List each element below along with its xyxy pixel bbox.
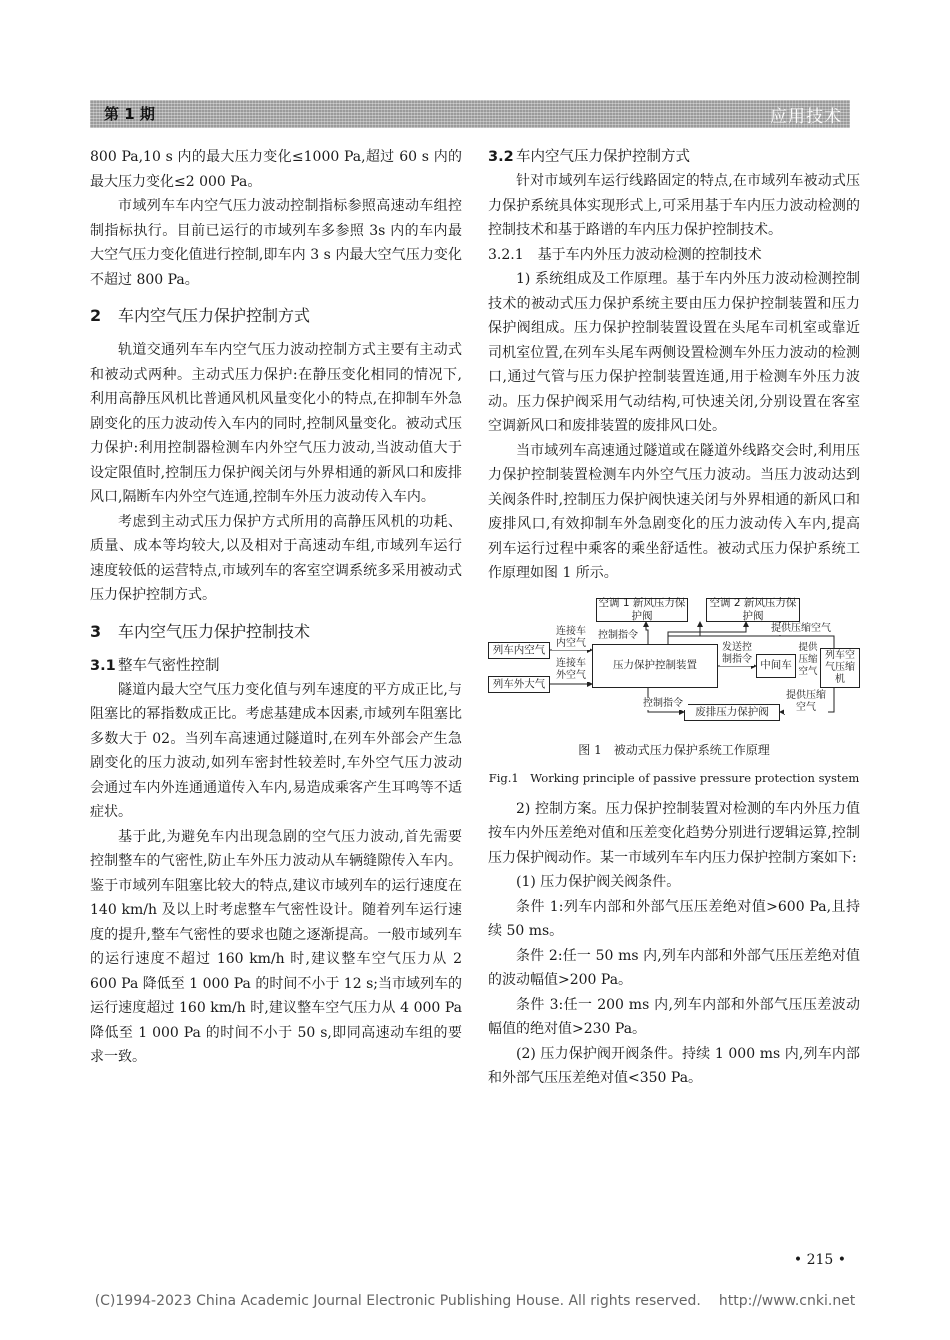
ac1-valve-box: 空调 1 新风压力保护阀 [596,598,688,622]
page-number: • 215 • [793,1252,846,1268]
paragraph: 条件 2:任一 50 ms 内,列车内部和外部气压压差绝对值的波动幅值>200 Pa。 [488,947,860,988]
footer [0,1293,950,1309]
paragraph: (2) 压力保护阀开阀条件。持续 1 000 ms 内,列车内部和外部气压压差绝对值<350 Pa。 [488,1045,860,1086]
subsection-number: 3.1 [90,657,116,674]
paragraph: 条件 1:列车内部和外部气压压差绝对值>600 Pa,且持续 50 ms。 [488,898,860,939]
paragraph: 基于此,为避免车内出现急剧的空气压力波动,首先需要控制整车的气密性,防止车外压力波动从车辆缝隙传入车内。鉴于市域列车阻塞比较大的特点,建议市域列车的运行速度在 140 km/h 及以上时考虑整车气密性设计。随着列车运行速度的提升,整车气密性的要求也随之逐渐提高。一般市域列车的运行速度不超过 160 km/h 时,建议整车空气压力从 2 600 Pa 降低至 1 000 Pa 的时间不小于 12 s;当市域列车的运行速度超过 160 km/h 时,建议整车空气压力从 4 000 Pa 降低至 1 000 Pa 的时间不小于 50 s,即同高速动车组的要求一致。 [90,828,462,1065]
label-connect-outside: 连接车外空气 [552,658,590,682]
copyright-text: (C)1994-2023 China Academic Journal Electronic Publishing House. All rights reserved. [94,1293,701,1309]
left-column [90,145,462,1070]
section-number: 2 [90,306,102,325]
subsection-title: 车内空气压力保护控制方式 [516,149,690,165]
paragraph: (1) 压力保护阀关阀条件。 [516,874,681,890]
inside-air-box: 列车内空气 [488,642,550,659]
paragraph: 800 Pa,10 s 内的最大压力变化≤1000 Pa,超过 60 s 内的最大压力变化≤2 000 Pa。 [90,149,462,190]
label-connect-inside: 连接车内空气 [552,626,590,650]
paragraph: 针对市域列车运行线路固定的特点,在市域列车被动式压力保护系统具体实现形式上,可采用基于车内压力波动检测的控制技术和基于路谱的车内压力保护控制技术。 [488,173,860,238]
paragraph: 轨道交通列车车内空气压力波动控制方式主要有主动式和被动式两种。主动式压力保护:在静压变化相同的情况下,利用高静压风机比普通风机风量变化小的特点,在抑制车外急剧变化的压力波动传入车内的同时,控制风量变化。被动式压力保护:利用控制器检测车内外空气压力波动,当波动值大于设定限值时,控制压力保护阀关闭与外界相通的新风口和废排风口,隔断车内外空气连通,控制车外压力波动传入车内。 [90,342,462,505]
footer-url[interactable]: http://www.cnki.net [718,1293,856,1309]
label-supply-bottom: 提供压缩空气 [786,689,826,713]
label-supply-mid: 提供压缩空气 [796,642,820,678]
right-column [488,145,860,1091]
label-control-bottom: 控制指令 [638,698,688,710]
middle-car-box: 中间车 [756,654,796,678]
paragraph: 考虑到主动式压力保护方式所用的高静压风机的功耗、质量、成本等均较大,以及相对于高速动车组,市域列车运行速度较低的运营特点,市域列车的客室空调系统多采用被动式压力保护控制方式。 [90,513,462,603]
paragraph: 市域列车车内空气压力波动控制指标参照高速动车组控制指标执行。目前已运行的市域列车多参照 3s 内的车内最大空气压力变化值进行控制,即车内 3 s 内最大空气压力变化不超过 800 Pa。 [90,198,462,288]
paragraph: 2) 控制方案。压力保护控制装置对检测的车内外压力值按车内外压差绝对值和压差变化趋势分别进行逻辑运算,控制压力保护阀动作。某一市域列车车内压力保护控制方案如下: [488,800,860,866]
section-label: 应用技术 [770,107,842,127]
paragraph: 条件 3:任一 200 ms 内,列车内部和外部气压压差波动幅值的绝对值>230 Pa。 [488,996,860,1037]
paragraph: 当市域列车高速通过隧道或在隧道外线路交会时,利用压力保护控制装置检测车内外空气压力波动。当压力波动达到关阀条件时,控制压力保护阀快速关闭与外界相通的新风口和废排风口,有效抑制车外急剧变化的压力波动传入车内,提高列车运行过程中乘客的乘坐舒适性。被动式压力保护系统工作原理如图 1 所示。 [488,442,860,581]
figure-caption-cn: 图 1 被动式压力保护系统工作原理 [578,742,770,757]
figure-1-diagram [488,592,860,732]
compressor-box: 列车空气压缩机 [820,648,860,688]
subsubsection-heading: 3.2.1 基于车内外压力波动检测的控制技术 [488,246,762,263]
ac2-valve-box: 空调 2 新风压力保护阀 [706,598,800,622]
subsection-number: 3.2 [488,149,514,165]
label-supply-top: 提供压缩空气 [760,623,842,635]
section-title: 车内空气压力保护控制技术 [118,621,311,641]
section-heading [90,302,462,330]
exhaust-valve-box: 废排压力保护阀 [684,704,780,721]
issue-label: 第 1 期 [104,105,155,123]
paragraph: 隧道内最大空气压力变化值与列车速度的平方成正比,与阻塞比的幂指数成正比。考虑基建成本因素,市域列车阻塞比多数大于 02。当列车高速通过隧道时,在列车外部会产生急剧变化的压力波动,如列车密封性较差时,车外空气压力波动会通过车内外连通通道传入车内,易造成乘客产生耳鸣等不适症状。 [90,681,462,820]
figure-caption-en: Fig.1 Working principle of passive pressure protection system [488,771,860,785]
section-number: 3 [90,621,102,641]
paragraph: 1) 系统组成及工作原理。基于车内外压力波动检测控制技术的被动式压力保护系统主要由压力保护控制装置和压力保护阀组成。压力保护控制装置设置在头尾车司机室或靠近司机室位置,在列车头尾车两侧设置检测车外压力波动的检测口,通过气管与压力保护控制装置连通,用于检测车外压力波动。压力保护阀采用气动结构,可快速关闭,分别设置在客室空调新风口和废排装置的废排风口处。 [488,271,860,434]
controller-box: 压力保护控制装置 [592,644,718,688]
label-send-control: 发送控制指令 [722,641,752,665]
subsection-title: 整车气密性控制 [118,657,220,674]
header-band [90,100,850,128]
section-heading [90,618,462,646]
label-control-top: 控制指令 [592,630,644,642]
subsection-heading [90,654,462,678]
outside-air-box: 列车外大气 [488,676,550,693]
section-title: 车内空气压力保护控制方式 [118,306,311,325]
subsection-heading [488,145,860,169]
